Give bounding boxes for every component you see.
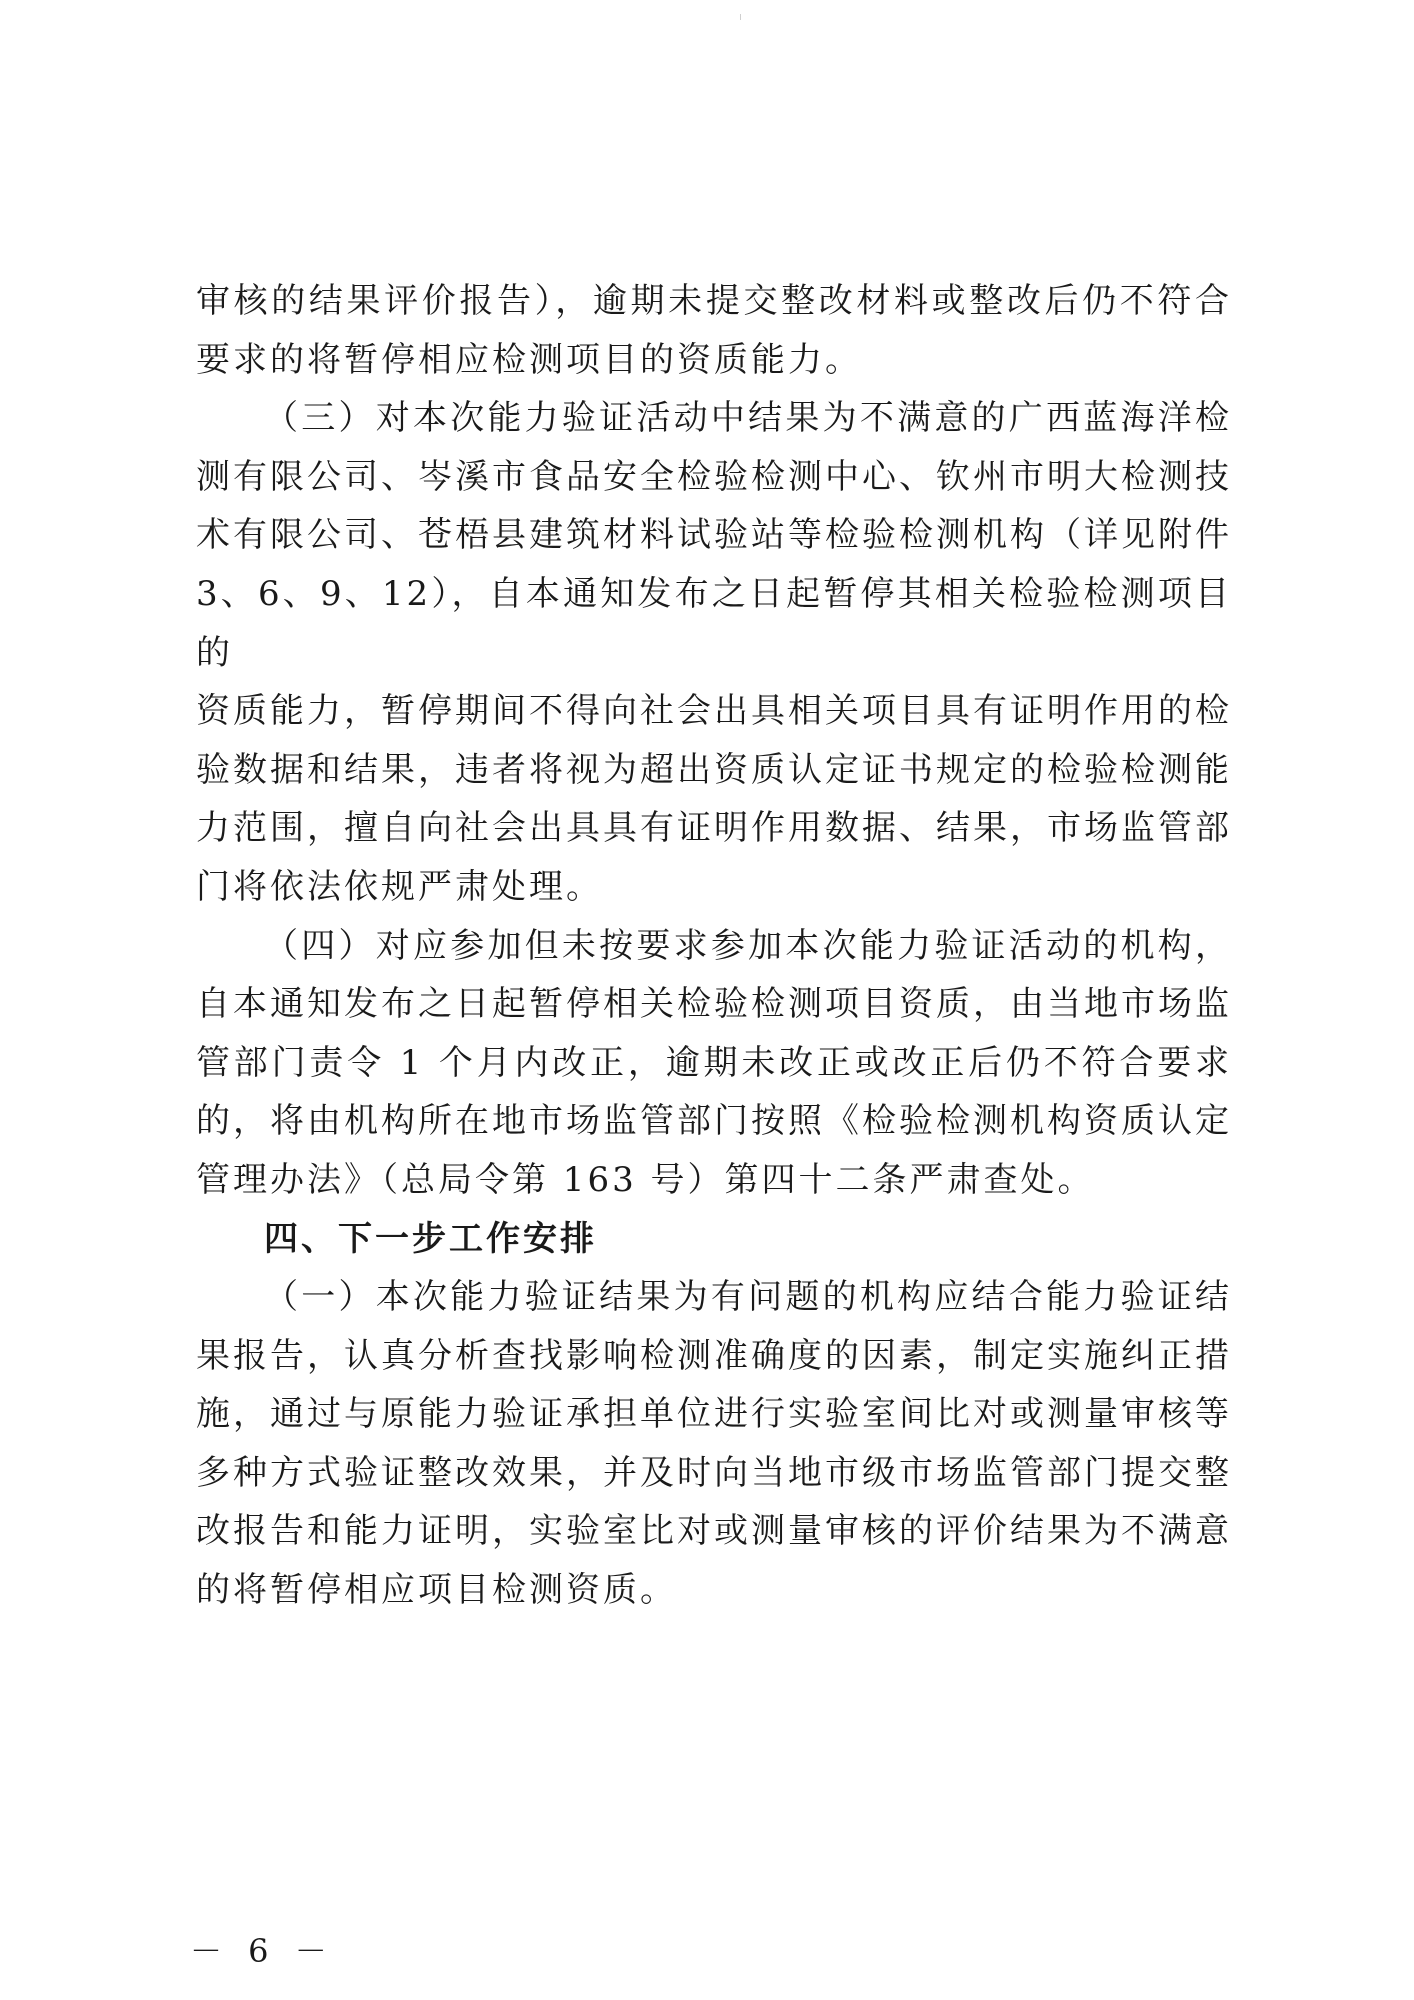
text-line: （三）对本次能力验证活动中结果为不满意的广西蓝海洋检 [264, 398, 1232, 439]
paragraph-group-after-heading [196, 1268, 1232, 1620]
paragraph-p-four [196, 917, 1232, 1210]
page-number: － 6 － [190, 1932, 335, 1970]
text-line: （四）对应参加但未按要求参加本次能力验证活动的机构， [264, 925, 1232, 966]
paragraph-group-before-heading [196, 272, 1232, 1210]
text-line: 管部门责令 1 个月内改正，逾期未改正或改正后仍不符合要求 [196, 1042, 1232, 1083]
text-line: 自本通知发布之日起暂停相关检验检测项目资质，由当地市场监 [196, 984, 1232, 1025]
paragraph-p-next-one [196, 1268, 1232, 1620]
text-line: 门将依法依规严肃处理。 [196, 866, 603, 907]
text-line: 管理办法》（总局令第 163 号）第四十二条严肃查处。 [196, 1159, 1095, 1200]
text-line: （一）本次能力验证结果为有问题的机构应结合能力验证结 [264, 1277, 1232, 1318]
text-line: 3、6、9、12），自本通知发布之日起暂停其相关检验检测项目的 [196, 573, 1232, 673]
section-heading: 四、下一步工作安排 [264, 1218, 597, 1259]
text-line: 的将暂停相应项目检测资质。 [196, 1570, 677, 1611]
paragraph-p-continued [196, 272, 1232, 389]
text-line: 果报告，认真分析查找影响检测准确度的因素，制定实施纠正措 [196, 1335, 1232, 1376]
text-line: 的，将由机构所在地市场监管部门按照《检验检测机构资质认定 [196, 1101, 1232, 1142]
text-line: 测有限公司、岑溪市食品安全检验检测中心、钦州市明大检测技 [196, 456, 1232, 497]
text-line: 多种方式验证整改效果，并及时向当地市级市场监管部门提交整 [196, 1452, 1232, 1493]
text-line: 资质能力，暂停期间不得向社会出具相关项目具有证明作用的检 [196, 691, 1232, 732]
document-body [196, 272, 1232, 1620]
text-line: 审核的结果评价报告），逾期未提交整改材料或整改后仍不符合 [196, 281, 1232, 321]
text-line: 验数据和结果，违者将视为超出资质认定证书规定的检验检测能 [196, 749, 1232, 790]
text-line: 术有限公司、苍梧县建筑材料试验站等检验检测机构（详见附件 [196, 515, 1232, 556]
text-line: 力范围，擅自向社会出具具有证明作用数据、结果，市场监管部 [196, 808, 1232, 849]
text-line: 施，通过与原能力验证承担单位进行实验室间比对或测量审核等 [196, 1394, 1232, 1435]
text-line: 要求的将暂停相应检测项目的资质能力。 [196, 339, 862, 380]
paragraph-p-three [196, 389, 1232, 916]
scan-artifact [740, 14, 741, 20]
text-line: 改报告和能力证明，实验室比对或测量审核的评价结果为不满意 [196, 1511, 1232, 1552]
